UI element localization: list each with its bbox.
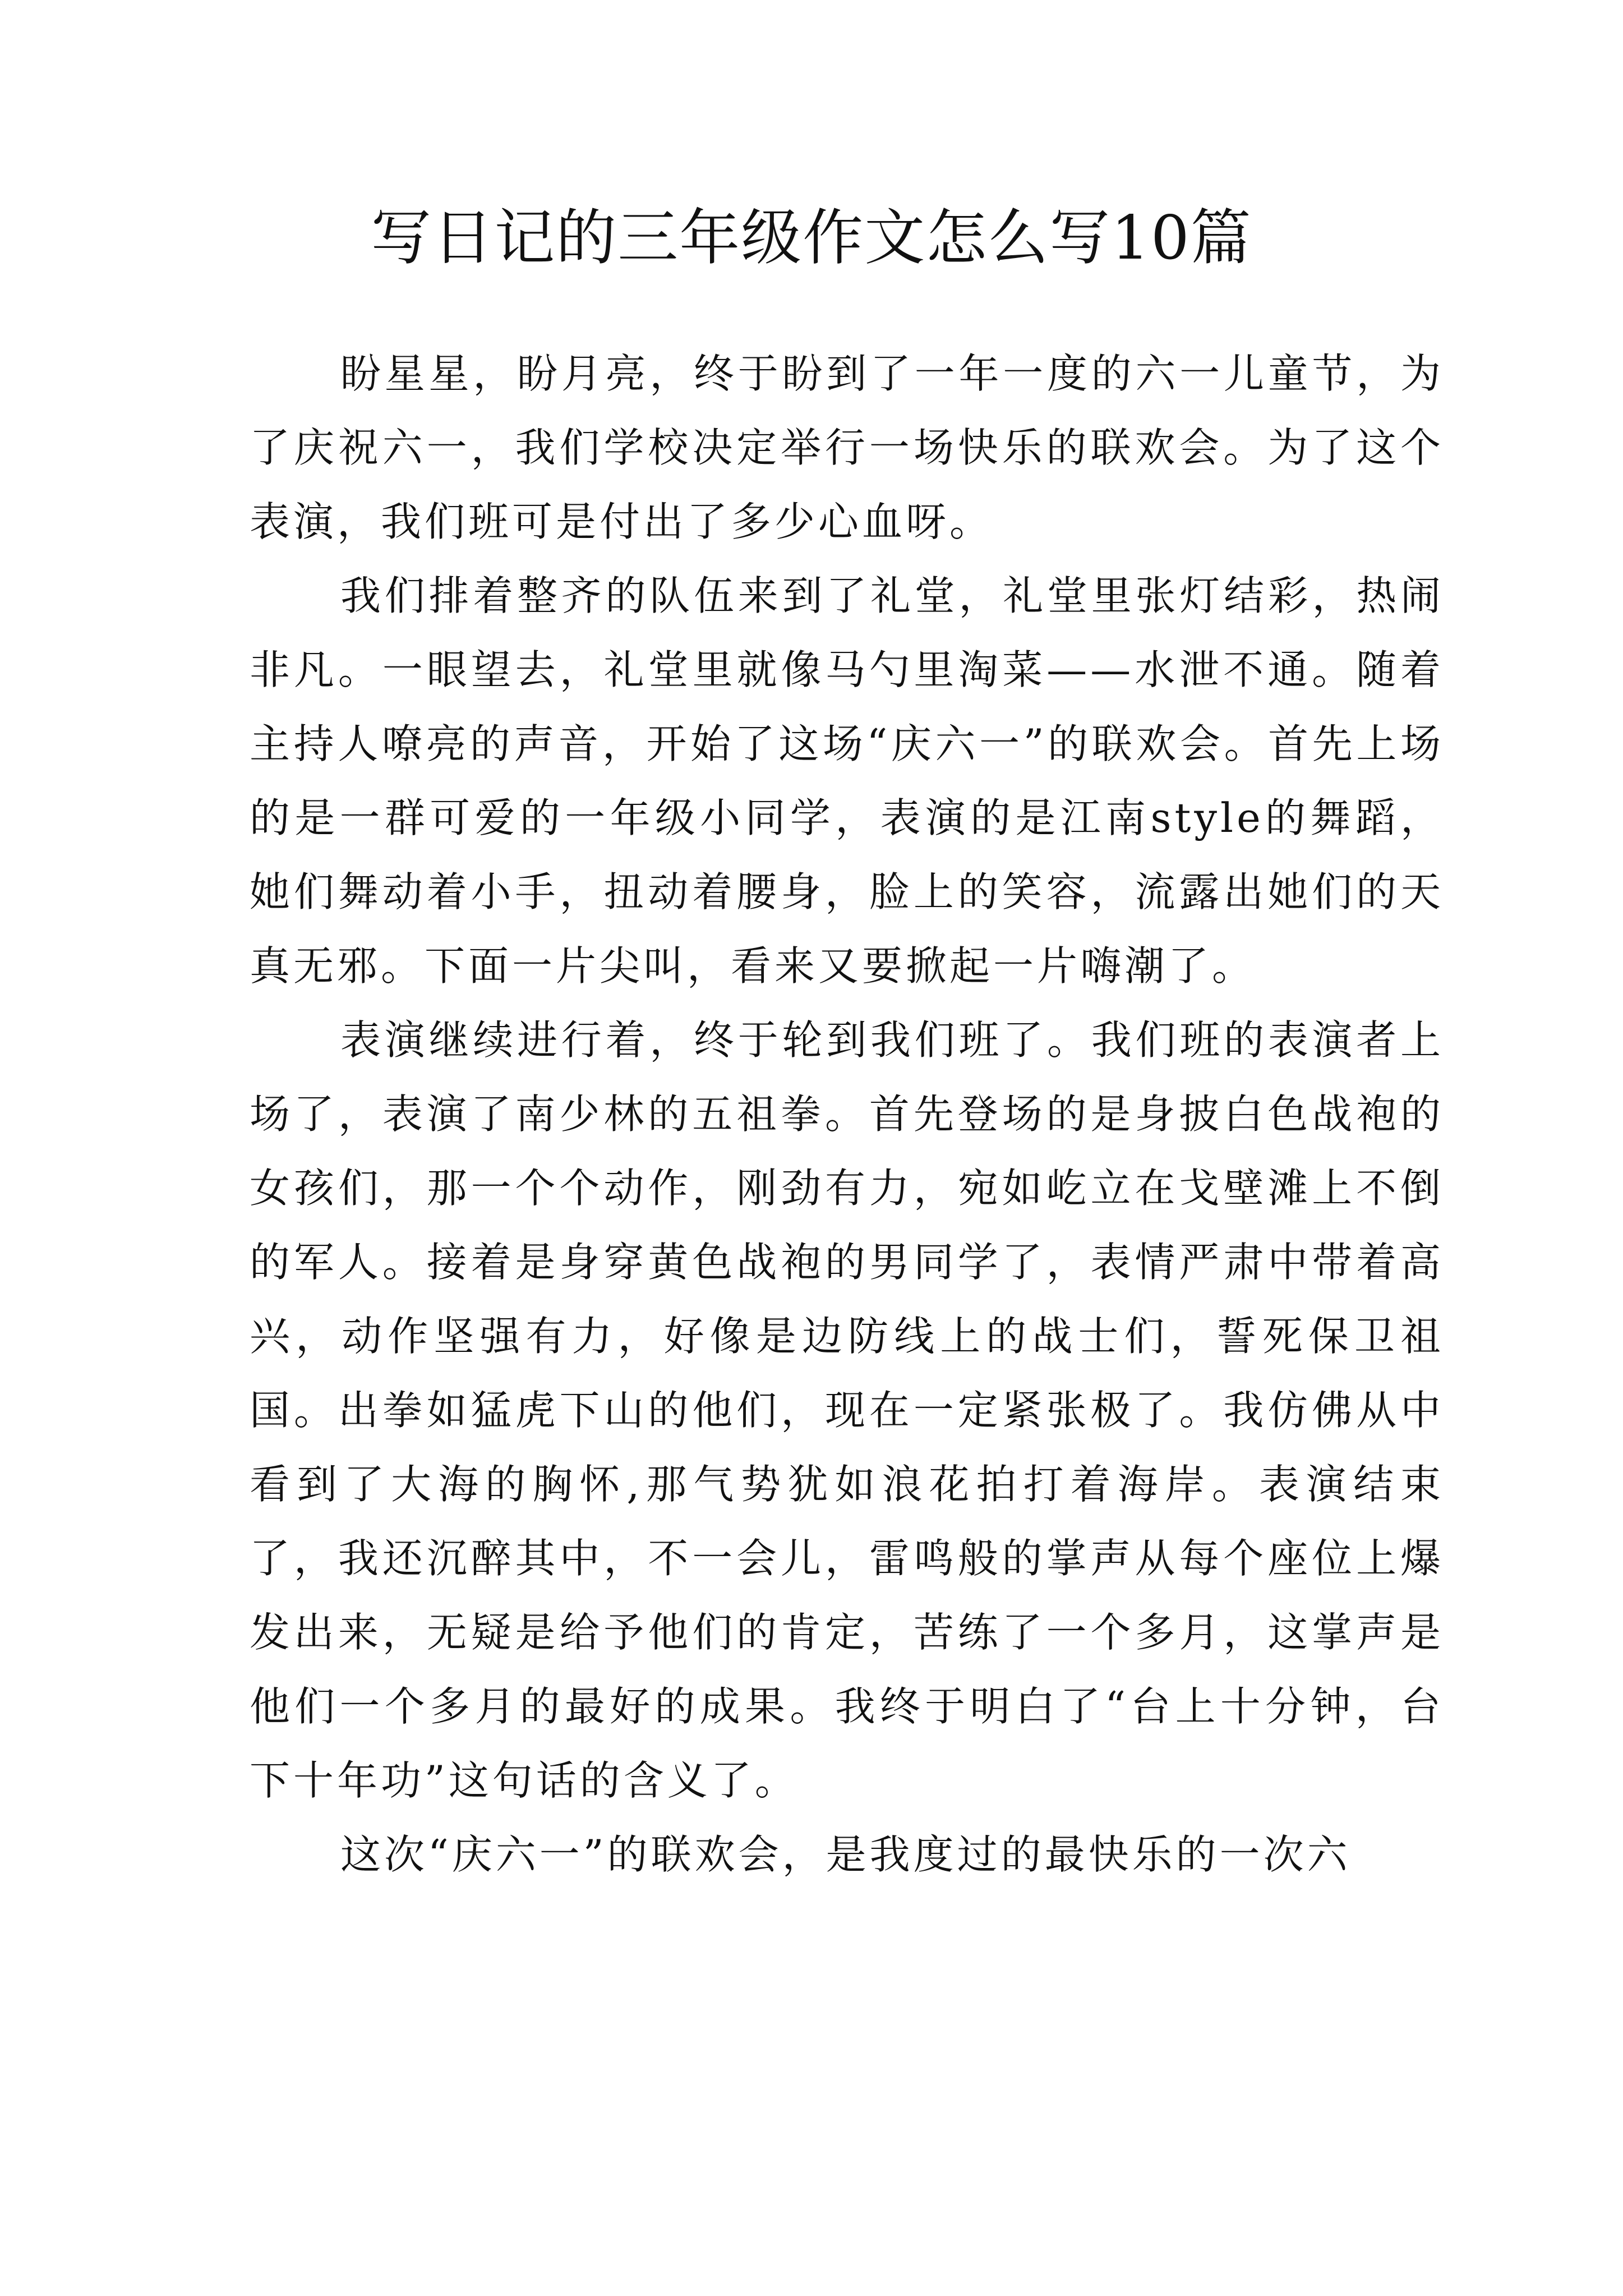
paragraph-1: 盼星星，盼月亮，终于盼到了一年一度的六一儿童节，为了庆祝六一，我们学校决定举行一场快乐的联欢会。为了这个表演，我们班可是付出了多少心血呀。 — [250, 350, 1444, 545]
paragraph-4: 这次“庆六一”的联欢会，是我度过的最快乐的一次六 — [340, 1831, 1351, 1878]
document-body — [250, 337, 1444, 1892]
paragraph-3: 表演继续进行着，终于轮到我们班了。我们班的表演者上场了，表演了南少林的五祖拳。首先登场的是身披白色战袍的女孩们，那一个个动作，刚劲有力，宛如屹立在戈壁滩上不倒的军人。接着是身穿黄色战袍的男同学了，表情严肃中带着高兴，动作坚强有力，好像是边防线上的战士们，誓死保卫祖国。出拳如猛虎下山的他们，现在一定紧张极了。我仿佛从中看到了大海的胸怀,那气势犹如浪花拍打着海岸。表演结束了，我还沉醉其中，不一会儿，雷鸣般的掌声从每个座位上爆发出来，无疑是给予他们的肯定，苦练了一个多月，这掌声是他们一个多月的最好的成果。我终于明白了“台上十分钟，台下十年功”这句话的含义了。 — [250, 1016, 1444, 1804]
document-title: 写日记的三年级作文怎么写10篇 — [371, 203, 1252, 273]
paragraph-2: 我们排着整齐的队伍来到了礼堂，礼堂里张灯结彩，热闹非凡。一眼望去，礼堂里就像马勺里淘菜——水泄不通。随着主持人嘹亮的声音，开始了这场“庆六一”的联欢会。首先上场的是一群可爱的一年级小同学，表演的是江南style的舞蹈，她们舞动着小手，扭动着腰身，脸上的笑容，流露出她们的天真无邪。下面一片尖叫，看来又要掀起一片嗨潮了。 — [250, 572, 1444, 990]
